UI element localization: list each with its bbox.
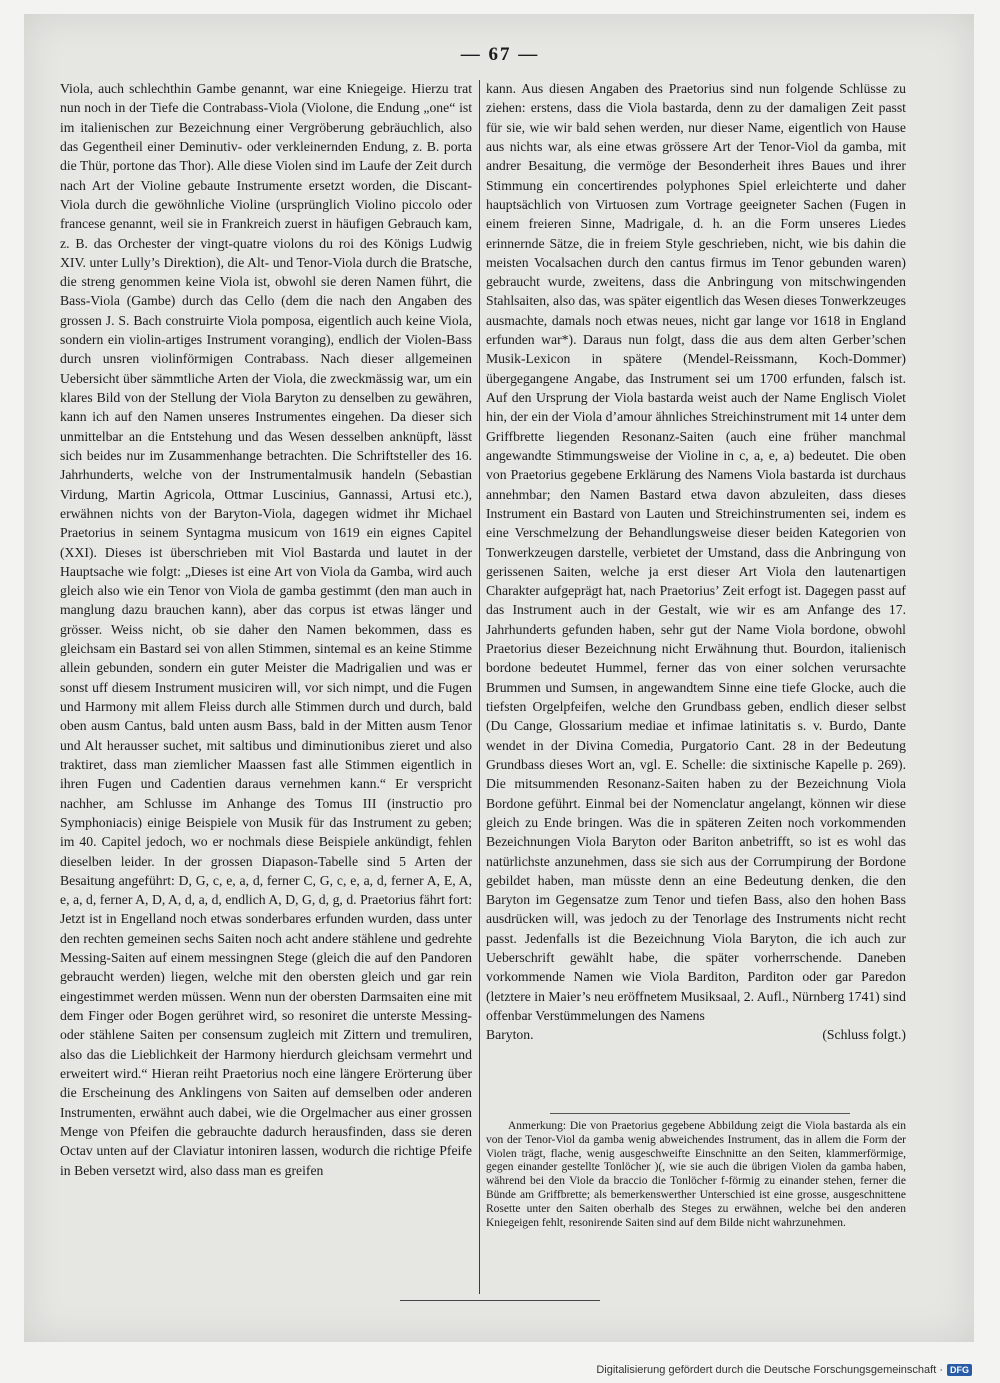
- footnote: [486, 1120, 906, 1230]
- right-column-text: kann. Aus diesen Angaben des Praetorius sind nun folgende Schlüsse zu ziehen: erstens, dass die Viola bastarda, denn zu der damaligen Zeit passt für sie, wie wir bald sehen werden, nur dieser Name, eigentlich von Hause aus nichts war, als eine etwas grössere Art der Tenor-Viol da gamba, mit andrer Besaitung, die vermöge der Besonderheit ihres Baues und ihrer Stimmung ein concertirendes polyphones Spiel erleichterte und daher hauptsächlich von Virtuosen zum Vortrage geeigneter Sachen (Fugen in einem freieren Sinne, Madrigale, d. h. an die Form unseres Liedes erinnernde Sätze, die in freiem Style geschrieben, nicht, wie bis dahin die meisten Vocalsachen durch den cantus firmus im Tenor gebunden waren) gebraucht wurde, zweitens, dass die Anbringung von mitschwingenden Stahlsaiten, also das, was später eigentlich das Wesen dieses Tonwerkzeuges ausmachte, damals noch etwas neues, nicht gar lange vor 1618 in England erfunden war*). Daraus nun folgt, dass die aus dem alten Gerber’schen Musik-Lexicon in spätere (Mendel-Reissmann, Koch-Dommer) übergegangene Angabe, das Instrument sei um 1700 erfunden, falsch ist. Auf den Ursprung der Viola bastarda weist auch der Name Englisch Violet hin, der ein der Viola d’amour ähnliches Streichinstrument mit 14 unter dem Griffbrette liegenden Resonanz-Saiten (auch eine früher manchmal angewandte Stimmungsweise der Violine in c, a, e, a) bedeutet. Die oben von Praetorius gegebene Erklärung des Namens Viola bastarda ist durchaus annehmbar; den Namen Bastard etwa davon abzuleiten, dass dieses Instrument ein Bastard von Lauten und Streichinstrumenten sei, indem es eine Verschmelzung der Behandlungsweise dieser beiden Kategorien von Tonwerkzeugen darstelle, verbietet der Umstand, dass die Anbringung von gerissenen Saiten, welche ja erst dieser Art Viola den lautenartigen Charakter aufgeprägt hat, nach Praetorius’ Zeit erfogt ist. Dagegen passt auf das Instrument auch in der Gestalt, wie wir es am Anfange des 17. Jahrhunderts gefunden haben, sehr gut der Name Viola bordone, obwohl Praetorius dieser Bezeichnung nicht Erwähnung thut. Bourdon, italienisch bordone bedeutet Hummel, ferner das von einer solchen verursachte Brummen und Sumsen, in angewandtem Sinne eine tiefe Glocke, auch die tiefsten Orgelpfeifen, welche den Grundbass geben, endlich dieser selbst (Du Cange, Glossarium mediae et infimae latinitatis s. v. Burdo, Dante wendet in der Divina Comedia, Purgatorio Cant. 28 in der Bedeutung Grundbass dieses Wort an, vgl. E. Schelle: die sixtinische Kapelle p. 269). Die mitsummenden Resonanz-Saiten haben zu der Bezeichnung Viola Bordone geführt. Einmal bei der Nomenclatur angelangt, können wir diese gleich zu Ende bringen. Was die in späteren Zeiten noch vorkommenden Bezeichnungen Viola Baryton oder Bariton anbetrifft, so ist es wohl das natürlichste anzunehmen, dass sie sich aus der Corrumpirung der Bordone gebildet haben, man müsste denn an eine Bedeutung denken, die den Baryton im Gegensatze zum Tenor und tiefen Bass, also den hohen Bass ausdrücken will, was jedoch zu der Tenorlage des Instruments nicht recht passt. Jedenfalls ist die Bezeichnung Viola Baryton, die ich auch zur Ueberschrift gewählt habe, die später vorherrschende. Daneben vorkommende Namen wie Viola Barditon, Parditon oder gar Paredon (letztere in Maier’s neu eröffnetem Musiksaal, 2. Aufl., Nürnberg 1741) sind offenbar Verstümmelungen des Namens: [486, 81, 906, 1023]
- digitization-footer: [596, 1364, 972, 1376]
- right-column: [486, 79, 906, 1045]
- continuation-note: (Schluss folgt.): [822, 1027, 906, 1043]
- closing-word: Baryton.: [486, 1027, 534, 1043]
- footnote-separator: [550, 1113, 850, 1114]
- left-column-text: Viola, auch schlechthin Gambe genannt, war eine Kniegeige. Hierzu trat nun noch in der Tiefe die Contrabass-Viola (Violone, die Endung „one“ ist im italienischen zur Bezeichnung einer Vergröberung gebräuchlich, also das Gegentheil einer Deminutiv- oder verkleinernden Endung, z. B. porta die Thür, portone das Thor). Alle diese Violen sind im Laufe der Zeit durch nach Art der Violine gebaute Instrumente ersetzt worden, die Discant-Viola durch die gewöhnliche Violine (ursprünglich Violino piccolo oder francese genannt, weil sie in Frankreich zuerst in häufigen Gebrauch kam, z. B. das Orchester der vingt-quatre violons du roi des Königs Ludwig XIV. unter Lully’s Direktion), die Alt- und Tenor-Viola durch die Bratsche, die streng genommen keine Viola ist, obwohl sie deren Namen führt, die Bass-Viola (Gambe) durch das Cello (dem die nach den Angaben des grossen J. S. Bach construirte Viola pomposa, eigentlich auch keine Viola, sondern ein violin-artiges Instrument voranging), endlich der Violen-Bass durch unsren violinförmigen Contrabass. Nach dieser allgemeinen Uebersicht über sämmtliche Arten der Viola, die zweckmässig war, um ein klares Bild von der Stellung der Viola Baryton zu denselben zu gewähren, kann ich auf den Namen unseres Instrumentes eingehen. Da dieser sich unmittelbar an die Entstehung und das Wesen desselben anknüpft, lässt sich beides nur im Zusammenhange betrachten. Die Schriftsteller des 16. Jahrhunderts, welche von der Instrumentalmusik handeln (Sebastian Virdung, Martin Agricola, Ottmar Luscinius, Gannassi, Artusi etc.), erwähnen nichts von der Baryton-Viola, dagegen widmet ihr Michael Praetorius in seinem Syntagma musicum von 1619 ein eignes Capitel (XXI). Dieses ist überschrieben mit Viol Bastarda und lautet in der Hauptsache wie folgt: „Dieses ist eine Art von Viola da Gamba, wird auch gleich also wie ein Tenor von Viola de gamba gestimmt (den man auch in manglung dazu brauchen kann), aber das corpus ist etwas länger und grösser. Weiss nicht, ob sie daher den Namen bekommen, dass es gleichsam ein Bastard sei von allen Stimmen, sintemal es an keine Stimme allein gebunden, sondern ein guter Meister die Madrigalien und was er sonst uff diesem Instrument musiciren will, vor sich nimpt, und die Fugen und Harmony mit allem Fleiss durch alle Stimmen durch und durch, bald oben ausm Cantus, bald unten ausm Bass, bald in der Mitten ausm Tenor und Alt herausser suchet, mit saltibus und diminutionibus zieret und also traktiret, dass man ziemlicher Maassen fast alle Stimmen eigentlich in ihren Fugen und Cadentien daraus vernehmen kann.“ Er verspricht nachher, am Schlusse im Anhange des Tomus III (instructio pro Symphoniacis) einige Beispiele von Musik für das Instrument zu geben; im 40. Capitel jedoch, wo er nochmals diese Beispiele ankündigt, fehlen dieselben leider. In der grossen Diapason-Tabelle sind 5 Arten der Besaitung angeführt: D, G, c, e, a, d, ferner C, G, c, e, a, d, ferner A, E, A, e, a, d, ferner A, D, A, d, a, d, endlich A, D, G, d, g, d. Praetorius fährt fort: Jetzt ist in Engelland noch etwas sonderbares erfunden wurden, dass unter den rechten gemeinen sechs Saiten noch acht andere stählene und gedrehte Messing-Saiten auf einem messingnen Stege (gleich die auf den Pandoren gebraucht werden) liegen, welche mit den obersten gleich und gar rein eingestimmet werden müssen. Wenn nun der obersten Darmsaiten eine mit dem Finger oder Bogen gerühret wird, so resoniret die unterste Messing- oder stählene Saiten per consensum zugleich mit Zittern und tremuliren, also das die Lieblichkeit der Harmony hierdurch gleichsam vermehrt und erweitert wird.“ Hieran reiht Praetorius noch eine längere Erörterung über die Erscheinung des Anklingens von Saiten auf demselben oder anderen Instrumenten, erwähnt auch dabei, wie die Orgelmacher aus einer grossen Menge von Pfeifen die gebrauchte dadurch herausfinden, dass sie deren Octav unten auf der Claviatur intoniren lassen, wodurch die richtige Pfeife in Beben versetzt wird, also dass man es greifen: [60, 81, 472, 1178]
- footnote-text: Anmerkung: Die von Praetorius gegebene Abbildung zeigt die Viola bastarda als ein von der Tenor-Viol da gamba wenig abweichendes Instrument, das in allem die Form der Violen trägt, flache, wenig ausgeschweifte Einschnitte an den Seiten, klammerförmige, gegen einander gestellte Tonlöcher )(, wie sie auch die übrigen Violen da gamba haben, während bei den Viole da braccio die Tonlöcher f-förmig zu einander stehen, ferner die Bünde am Griffbrette; als bemerkenswerther Unterschied ist eine grosse, ausgeschnittene Rosette unter den Saiten oberhalb des Steges zu erwähnen, welche bei den anderen Kniegeigen fehlt, resonirende Saiten sind auf dem Bilde nicht wahrzunehmen.: [486, 1120, 906, 1229]
- page-end-rule: [400, 1300, 600, 1301]
- dfg-logo: DFG: [947, 1364, 972, 1376]
- column-divider: [479, 80, 480, 1294]
- right-column-end-line: [486, 1025, 906, 1044]
- left-column: [60, 79, 472, 1180]
- footer-text: Digitalisierung gefördert durch die Deutsche Forschungsgemeinschaft ·: [596, 1364, 943, 1376]
- page-number: — 67 —: [460, 44, 540, 65]
